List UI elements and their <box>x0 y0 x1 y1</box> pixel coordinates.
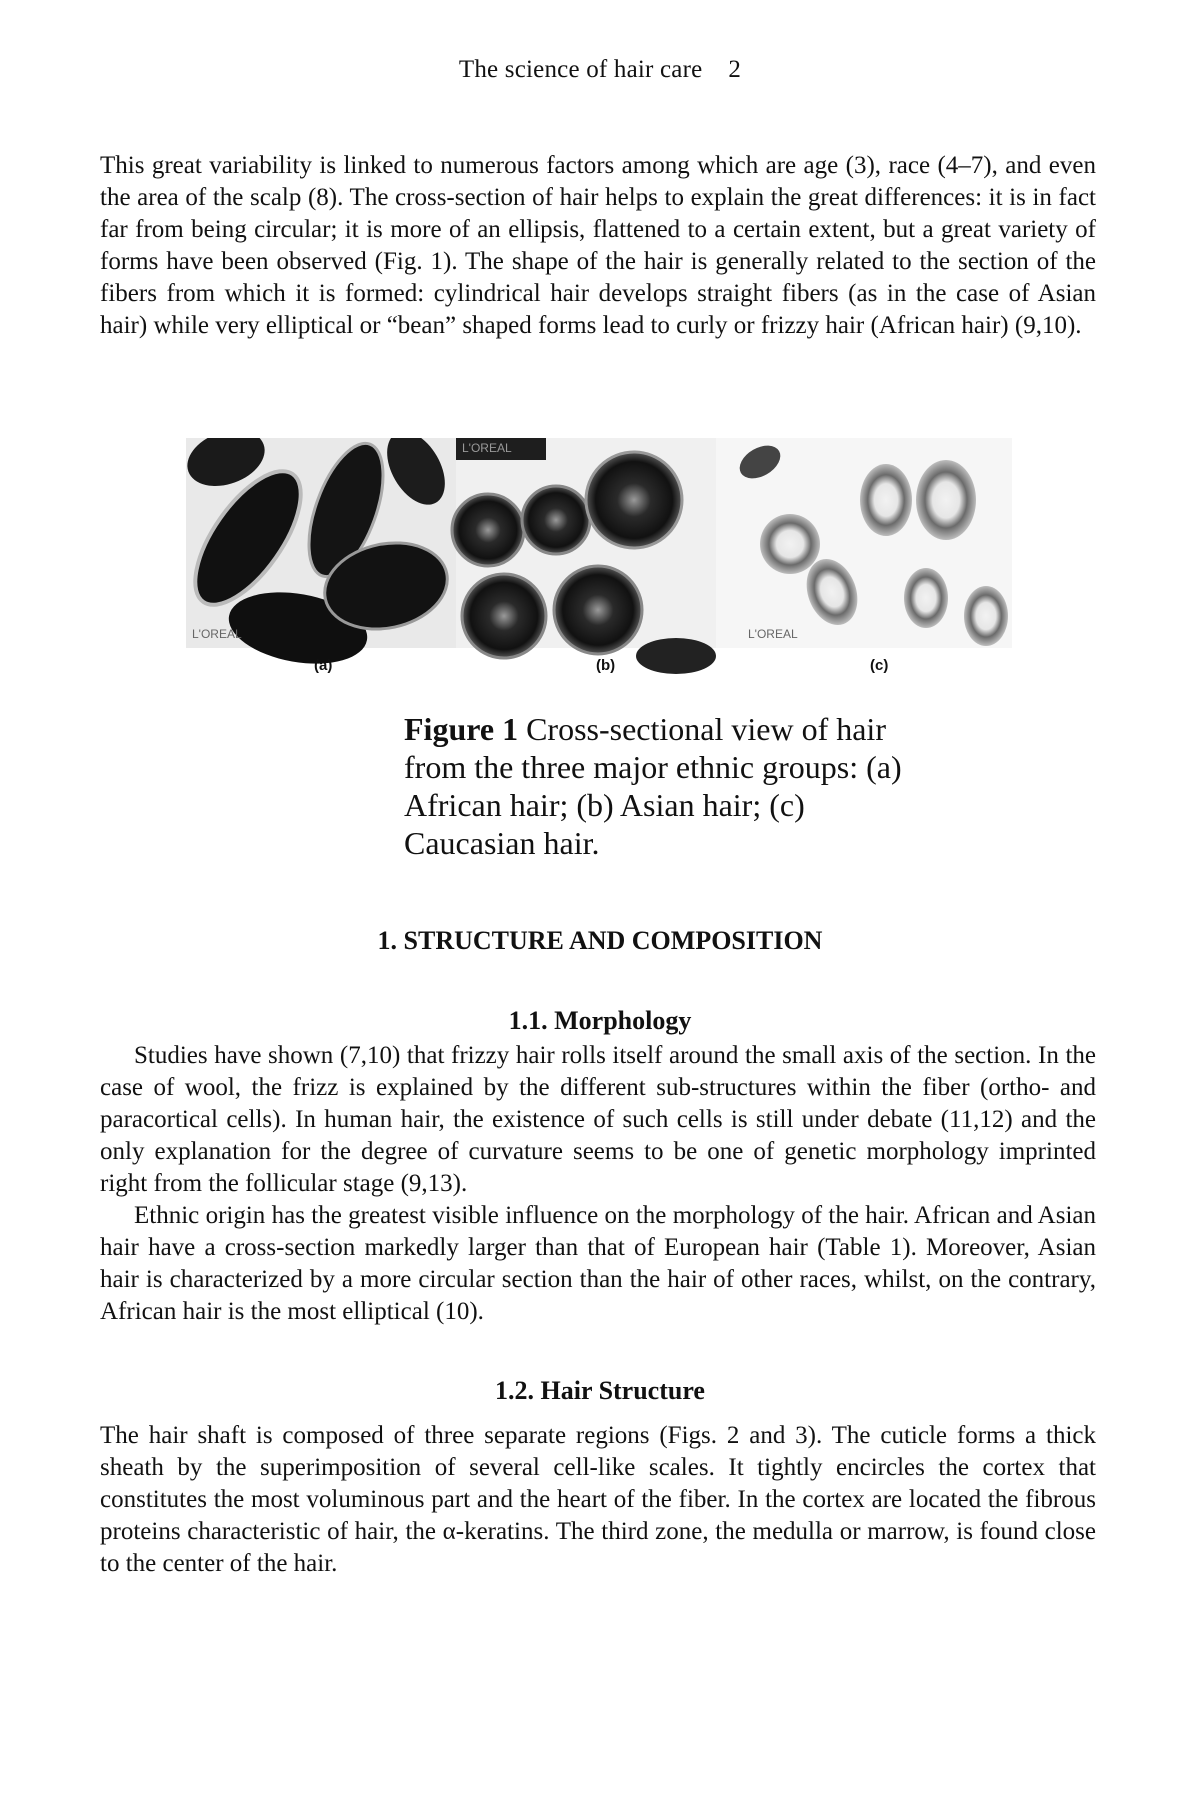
intro-paragraph: This great variability is linked to numerous factors among which are age (3), race (4–7), and even the area of the scalp (8). The cross-section of hair helps to explain the great differences: it is in fact far from being circular; it is more of an ellipsis, flattened to a certain extent, but a great variety of forms have been observed (Fig. 1). The shape of the hair is generally related to the section of the fibers from which it is formed: cylindrical hair develops straight fibers (as in the case of Asian hair) while very elliptical or “bean” shaped forms lead to curly or frizzy hair (African hair) (9,10). <box>100 152 1096 339</box>
page-number: 2 <box>728 56 742 83</box>
panel-label-b: (b) <box>596 657 616 674</box>
morphology-paragraph-1: Studies have shown (7,10) that frizzy hair rolls itself around the small axis of the section. In the case of wool, the frizz is explained by the different sub-structures within the fiber (ortho- and paracortical cells). In human hair, the existence of such cells is still under debate (11,12) and the only explanation for the degree of curvature seems to be one of genetic morphology imprinted right from the follicular stage (9,13). <box>100 1042 1096 1197</box>
section-1-heading: 1. STRUCTURE AND COMPOSITION <box>377 926 823 955</box>
watermark-c: L'OREAL <box>748 627 798 641</box>
figure-1-caption <box>404 710 924 862</box>
hair-cross-section-image <box>186 438 1012 678</box>
panel-label-a: (a) <box>314 657 333 674</box>
watermark-b: L'OREAL <box>462 441 512 455</box>
running-title: The science of hair care <box>458 56 703 83</box>
figure-1-label: Figure 1 <box>404 711 519 747</box>
panel-c-caucasian <box>716 438 1012 648</box>
panel-label-c: (c) <box>870 657 889 674</box>
panel-b-asian <box>452 438 716 674</box>
watermark-a: L'OREAL <box>192 627 242 641</box>
hair-structure-paragraph: The hair shaft is composed of three separate regions (Figs. 2 and 3). The cuticle forms a thick sheath by the superimposition of several cell-like scales. It tightly encircles the cortex that constitutes the most voluminous part and the heart of the fiber. In the cortex are located the fibrous proteins characteristic of hair, the α-keratins. The third zone, the medulla or marrow, is found close to the center of the hair. <box>100 1422 1096 1577</box>
morphology-paragraph-2: Ethnic origin has the greatest visible influence on the morphology of the hair. African and Asian hair have a cross-section markedly larger than that of European hair (Table 1). Moreover, Asian hair is characterized by a more circular section than the hair of other races, whilst, on the contrary, African hair is the most elliptical (10). <box>100 1202 1096 1325</box>
subsection-1-1-heading: 1.1. Morphology <box>508 1006 692 1035</box>
running-header <box>0 56 1200 84</box>
figure-1-caption-text: Cross-sectional view of hair from the three major ethnic groups: (a) African hair; (b) Asian hair; (c) Caucasian hair. <box>404 711 902 861</box>
figure-1-micrograph <box>186 438 1012 678</box>
subsection-1-2-heading: 1.2. Hair Structure <box>495 1376 705 1405</box>
